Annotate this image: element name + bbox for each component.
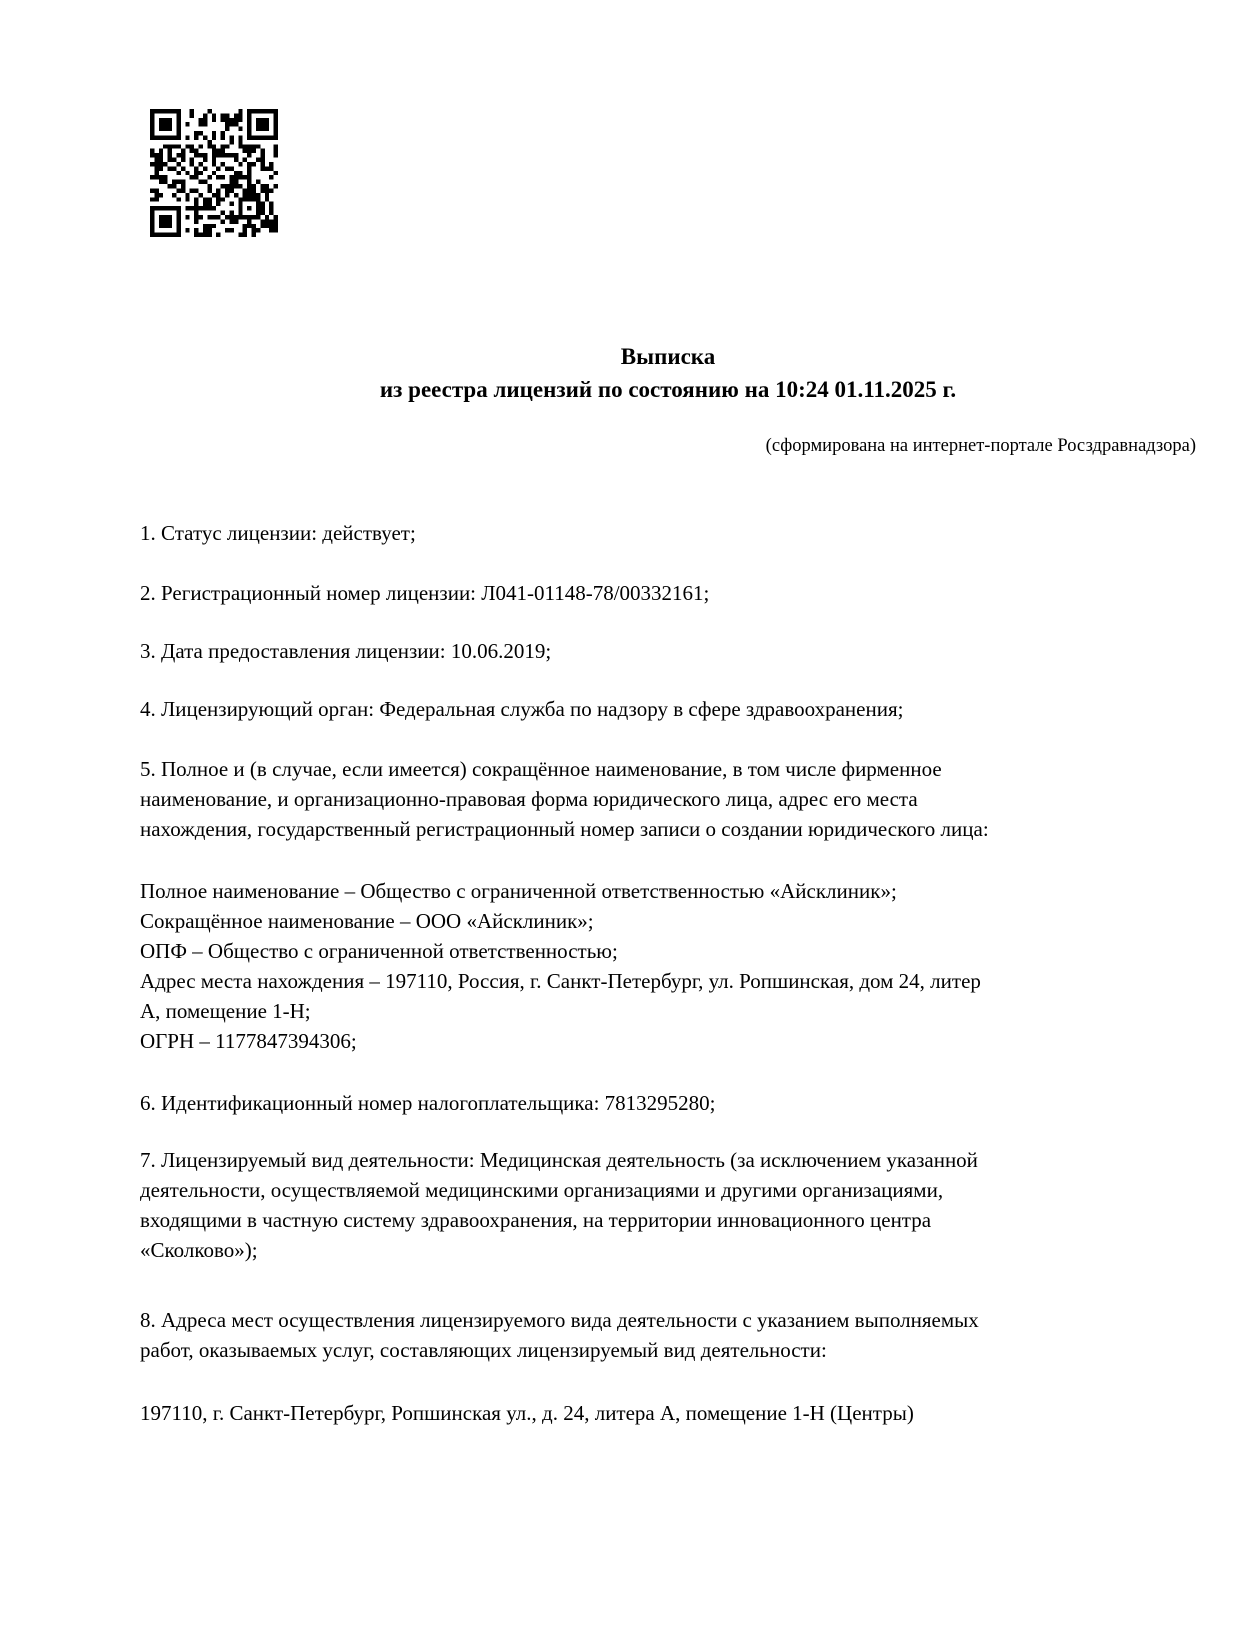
text-line: работ, оказываемых услуг, составляющих лицензируемый вид деятельности: <box>140 1338 827 1362</box>
text-line: деятельности, осуществляемой медицинскими организациями и другими организациями, <box>140 1178 944 1202</box>
text-line: 6. Идентификационный номер налогоплательщика: 7813295280; <box>140 1091 716 1115</box>
text-line: 1. Статус лицензии: действует; <box>140 521 416 545</box>
text-line: Полное наименование – Общество с ограниченной ответственностью «Айсклиник»; <box>140 879 897 903</box>
item-3-grant-date <box>140 636 1210 666</box>
text-line: 2. Регистрационный номер лицензии: Л041-01148-78/00332161; <box>140 581 710 605</box>
text-line: 197110, г. Санкт-Петербург, Ропшинская ул., д. 24, литера А, помещение 1-Н (Центры) <box>140 1401 914 1425</box>
generated-note: (сформирована на интернет-портале Росздравнадзора) <box>765 436 1196 456</box>
item-2-reg-number <box>140 578 1210 608</box>
item-4-licensing-authority <box>140 694 1210 724</box>
text-line: наименование, и организационно-правовая форма юридического лица, адрес его места <box>140 787 918 811</box>
text-line: 3. Дата предоставления лицензии: 10.06.2019; <box>140 639 552 663</box>
text-line: Адрес места нахождения – 197110, Россия, г. Санкт-Петербург, ул. Ропшинская, дом 24, литер <box>140 969 981 993</box>
item-8-addresses-intro <box>140 1305 1210 1365</box>
text-line: входящими в частную систему здравоохранения, на территории инновационного центра <box>140 1208 932 1232</box>
item-7-activity <box>140 1145 1210 1265</box>
item-1-status <box>140 518 1210 548</box>
item-6-inn <box>140 1088 1210 1118</box>
text-line: «Сколково»); <box>140 1238 258 1262</box>
text-line: ОПФ – Общество с ограниченной ответственностью; <box>140 939 618 963</box>
title-line-1: Выписка <box>620 344 716 369</box>
item-5-name-intro <box>140 754 1210 844</box>
text-line: 5. Полное и (в случае, если имеется) сокращённое наименование, в том числе фирменное <box>140 757 942 781</box>
text-line: 4. Лицензирующий орган: Федеральная служба по надзору в сфере здравоохранения; <box>140 697 904 721</box>
qr-code <box>150 109 278 237</box>
text-line: 7. Лицензируемый вид деятельности: Медицинская деятельность (за исключением указанной <box>140 1148 978 1172</box>
text-line: ОГРН – 1177847394306; <box>140 1029 357 1053</box>
text-line: 8. Адреса мест осуществления лицензируемого вида деятельности с указанием выполняемых <box>140 1308 979 1332</box>
title-line-2: из реестра лицензий по состоянию на 10:24 01.11.2025 г. <box>379 377 957 402</box>
text-line: нахождения, государственный регистрационный номер записи о создании юридического лица: <box>140 817 989 841</box>
document-title <box>140 340 1196 406</box>
item-8-address <box>140 1398 1210 1428</box>
item-5-name-details <box>140 876 1210 1056</box>
text-line: Сокращённое наименование – ООО «Айсклиник»; <box>140 909 594 933</box>
text-line: А, помещение 1-Н; <box>140 999 311 1023</box>
